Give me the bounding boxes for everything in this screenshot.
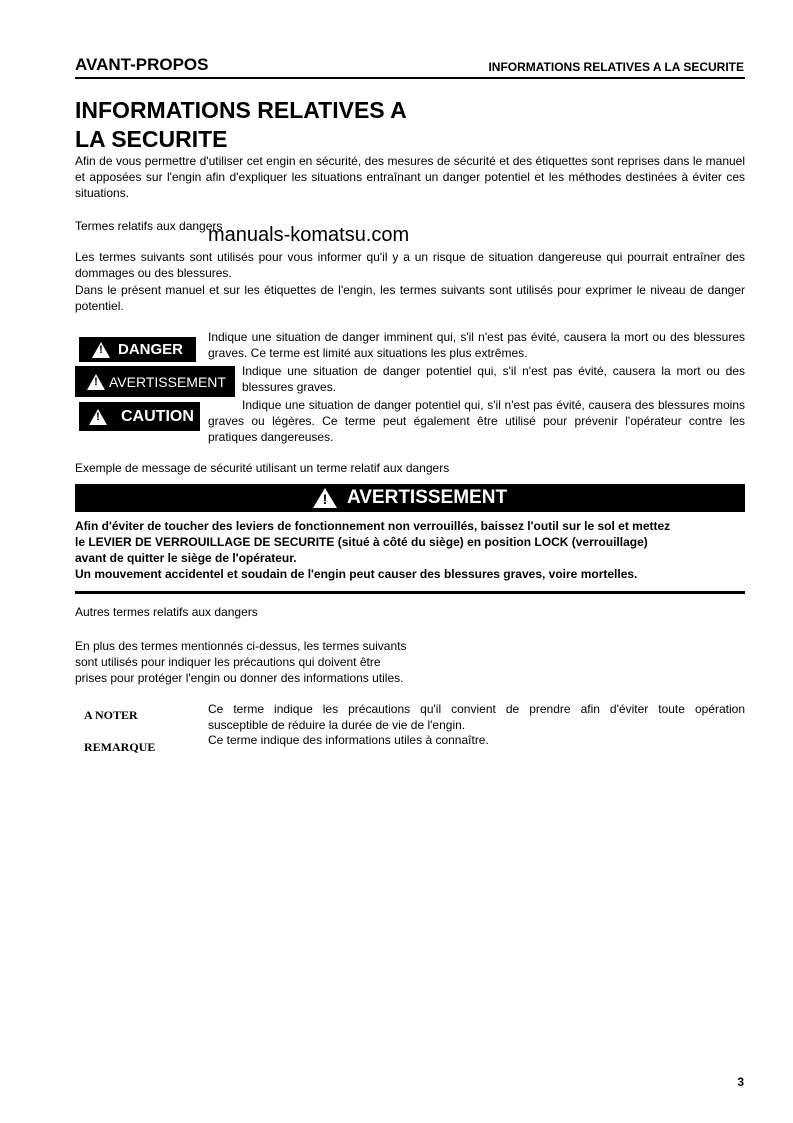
other-paragraph-line-1: En plus des termes mentionnés ci-dessus, les termes suivants (75, 639, 407, 653)
terms-heading: Termes relatifs aux dangers (75, 219, 223, 233)
page-title-line-2: LA SECURITE (75, 126, 228, 152)
terms-paragraph-2: Dans le présent manuel et sur les étiquettes de l'engin, les termes suivants sont utilisés pour exprimer le niveau de danger potentiel. (75, 283, 745, 313)
avertissement-description: Indique une situation de danger potentiel qui, s'il n'est pas évité, causera la mort ou des blessures graves. (242, 364, 745, 394)
banner-label: AVERTISSEMENT (346, 487, 508, 508)
warning-triangle-icon: ! (87, 374, 105, 390)
warning-line-3: avant de quitter le siège de l'opérateur. (75, 551, 297, 565)
avertissement-label-text: AVERTISSEMENT (109, 373, 226, 390)
warning-triangle-icon: ! (89, 409, 107, 425)
caution-label-text: CAUTION (121, 407, 194, 425)
warning-line-1: Afin d'éviter de toucher des leviers de fonctionnement non verrouillés, baissez l'outil sur le sol et mettez (75, 519, 671, 533)
a-noter-description-line-1: Ce terme indique les précautions qu'il convient de prendre afin d'éviter toute opération (208, 702, 745, 716)
page-header-right: INFORMATIONS RELATIVES A LA SECURITE (488, 60, 744, 74)
remarque-description: Ce terme indique des informations utiles à connaître. (208, 733, 489, 747)
header-divider (75, 77, 745, 79)
danger-label-text: DANGER (117, 341, 183, 358)
page-title-line-1: INFORMATIONS RELATIVES A (75, 97, 407, 123)
other-paragraph-line-2: sont utilisés pour indiquer les précautions qui doivent être (75, 655, 381, 669)
page-title (75, 96, 495, 154)
warning-line-4: Un mouvement accidentel et soudain de l'engin peut causer des blessures graves, voire mortelles. (75, 567, 638, 581)
example-heading: Exemple de message de sécurité utilisant un terme relatif aux dangers (75, 461, 450, 475)
avertissement-label (75, 366, 235, 397)
other-paragraph-line-3: prises pour protéger l'engin ou donner des informations utiles. (75, 671, 404, 685)
a-noter-description-line-2: susceptible de réduire la durée de vie de l'engin. (208, 718, 466, 732)
section-title: AVANT-PROPOS (75, 55, 209, 74)
caution-description: Indique une situation de danger potentiel qui, s'il n'est pas évité, causera des blessures moins graves ou légères. Ce terme peut également être utilisé pour prévenir l'opérateur contre les pratiques dangereuses. (208, 398, 745, 444)
warning-triangle-icon: ! (313, 488, 337, 508)
warning-line-2: le LEVIER DE VERROUILLAGE DE SECURITE (situé à côté du siège) en position LOCK (verrouillage) (75, 535, 648, 549)
watermark: manuals-komatsu.com (208, 224, 410, 246)
danger-label (79, 337, 196, 362)
other-heading: Autres termes relatifs aux dangers (75, 605, 258, 619)
caution-label (79, 402, 200, 431)
a-noter-description (208, 701, 745, 733)
other-paragraph (75, 638, 406, 686)
warning-message (75, 518, 745, 582)
remarque-label: REMARQUE (84, 740, 156, 754)
intro-paragraph: Afin de vous permettre d'utiliser cet engin en sécurité, des mesures de sécurité et des étiquettes sont reprises dans le manuel et apposées sur l'engin afin d'expliquer les situations entraînant un danger potentiel et les méthodes destinées à éviter ces situations. (75, 154, 745, 200)
warning-divider (75, 591, 745, 594)
avertissement-banner (75, 484, 745, 512)
page-number: 3 (737, 1075, 744, 1089)
warning-triangle-icon: ! (92, 342, 110, 358)
danger-description: Indique une situation de danger imminent qui, s'il n'est pas évité, causera la mort ou des blessures graves. Ce terme est limité aux situations les plus extrêmes. (208, 330, 745, 360)
a-noter-label: A NOTER (84, 708, 138, 722)
terms-paragraph-1: Les termes suivants sont utilisés pour vous informer qu'il y a un risque de situation dangereuse qui pourrait entraîner des dommages ou des blessures. (75, 250, 745, 280)
